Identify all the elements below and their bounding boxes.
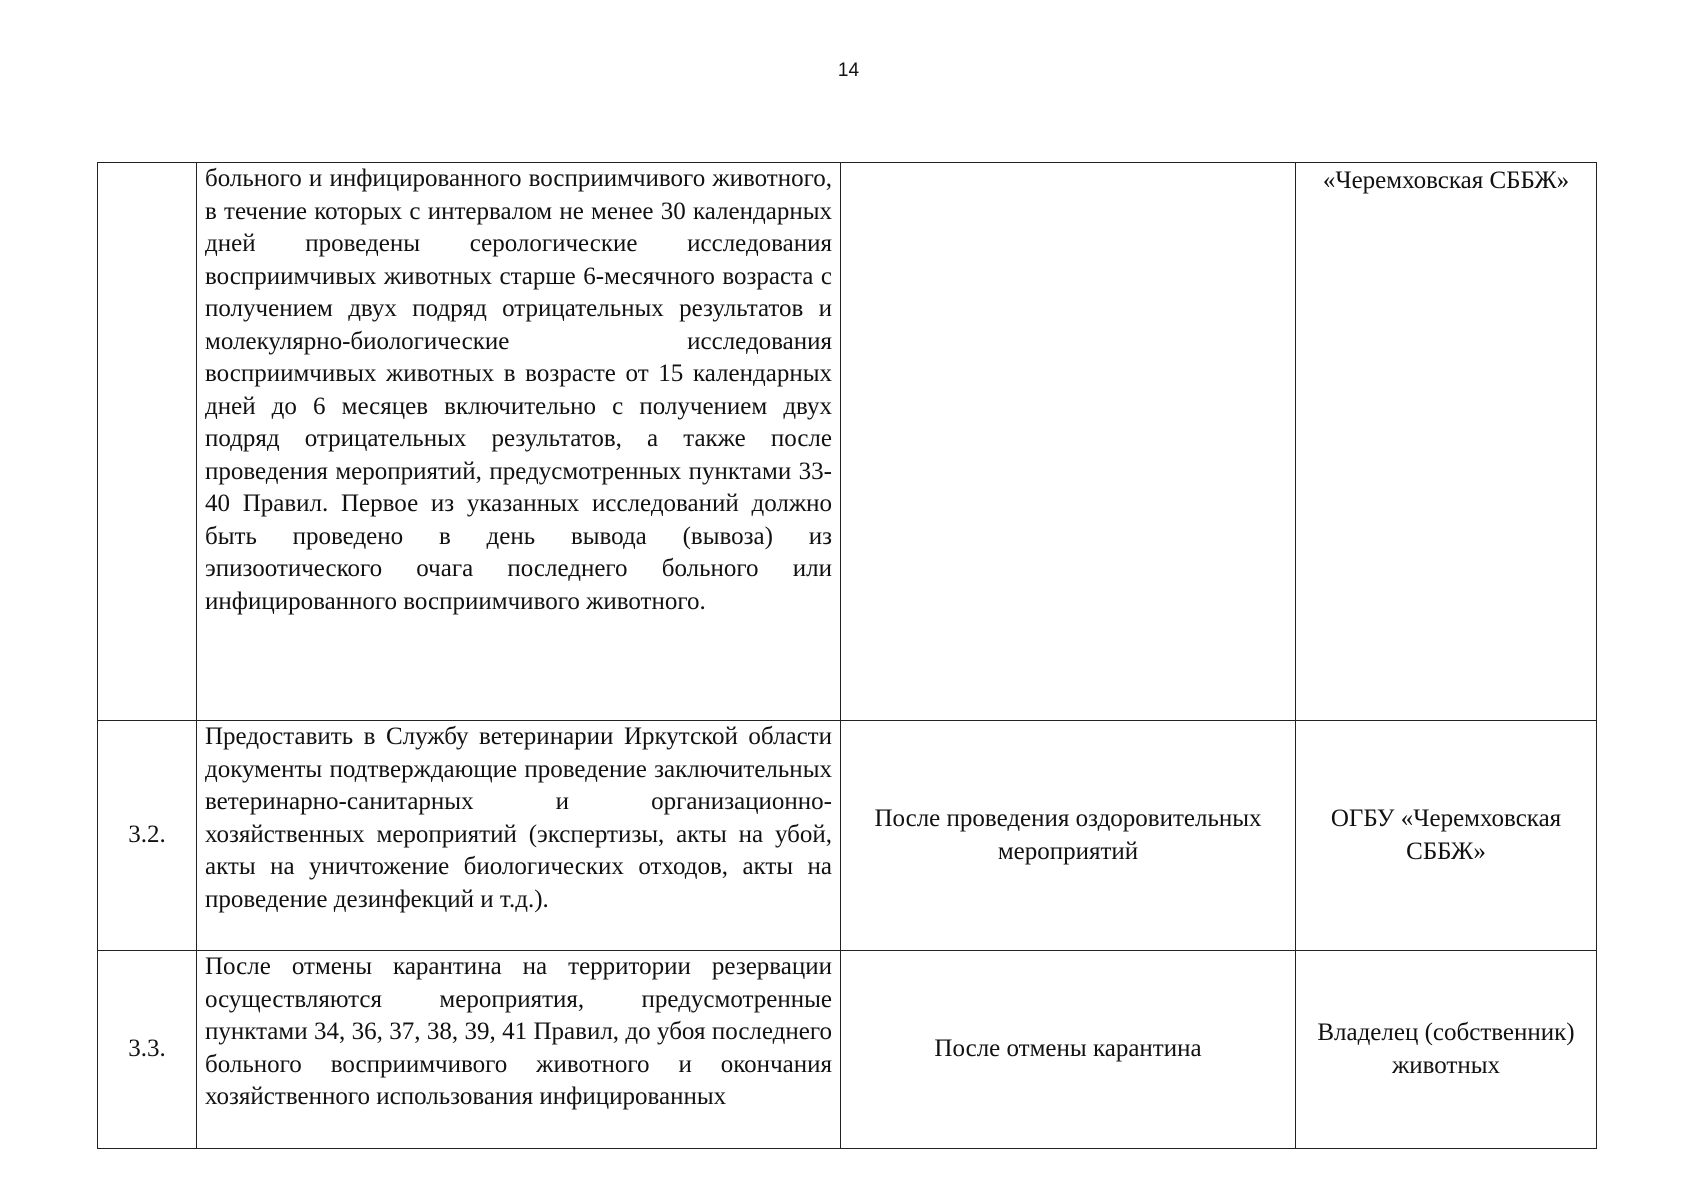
page-number: 14 — [837, 60, 860, 81]
row-number: 3.3. — [98, 951, 197, 1149]
table-row — [98, 951, 1597, 1149]
measures-table — [97, 162, 1597, 1149]
deadline-cell: После отмены карантина — [841, 951, 1296, 1149]
row-number: 3.2. — [98, 721, 197, 951]
measure-text: больного и инфицированного восприимчивого животного, в течение которых с интервалом не менее 30 календарных дней проведены серологические исследования восприимчивых животных старше 6-месячного возраста с получением двух подряд отрицательных результатов и молекулярно-биологические исследования восприимчивых животных в возрасте от 15 календарных дней до 6 месяцев включительно с получением двух подряд отрицательных результатов, а также после проведения мероприятий, предусмотренных пунктами 33-40 Правил. Первое из указанных исследований должно быть проведено в день вывода (вывоза) из эпизоотического очага последнего больного или инфицированного восприимчивого животного. — [197, 163, 841, 721]
deadline-cell: После проведения оздоровительных мероприятий — [841, 721, 1296, 951]
table-row — [98, 721, 1597, 951]
table-row — [98, 163, 1597, 721]
deadline-cell — [841, 163, 1296, 721]
measure-text: Предоставить в Службу ветеринарии Иркутской области документы подтверждающие проведение заключительных ветеринарно-санитарных и организационно-хозяйственных мероприятий (экспертизы, акты на убой, акты на уничтожение биологических отходов, акты на проведение дезинфекций и т.д.). — [197, 721, 841, 951]
responsible-cell: ОГБУ «Черемховская СББЖ» — [1296, 721, 1597, 951]
measure-text: После отмены карантина на территории резервации осуществляются мероприятия, предусмотренные пунктами 34, 36, 37, 38, 39, 41 Правил, до убоя последнего больного восприимчивого животного и окончания хозяйственного использования инфицированных — [205, 953, 832, 1110]
responsible-cell: Владелец (собственник) животных — [1296, 951, 1597, 1149]
measure-text-cell — [197, 951, 841, 1149]
row-number — [98, 163, 197, 721]
responsible-cell: «Черемховская СББЖ» — [1296, 163, 1597, 721]
